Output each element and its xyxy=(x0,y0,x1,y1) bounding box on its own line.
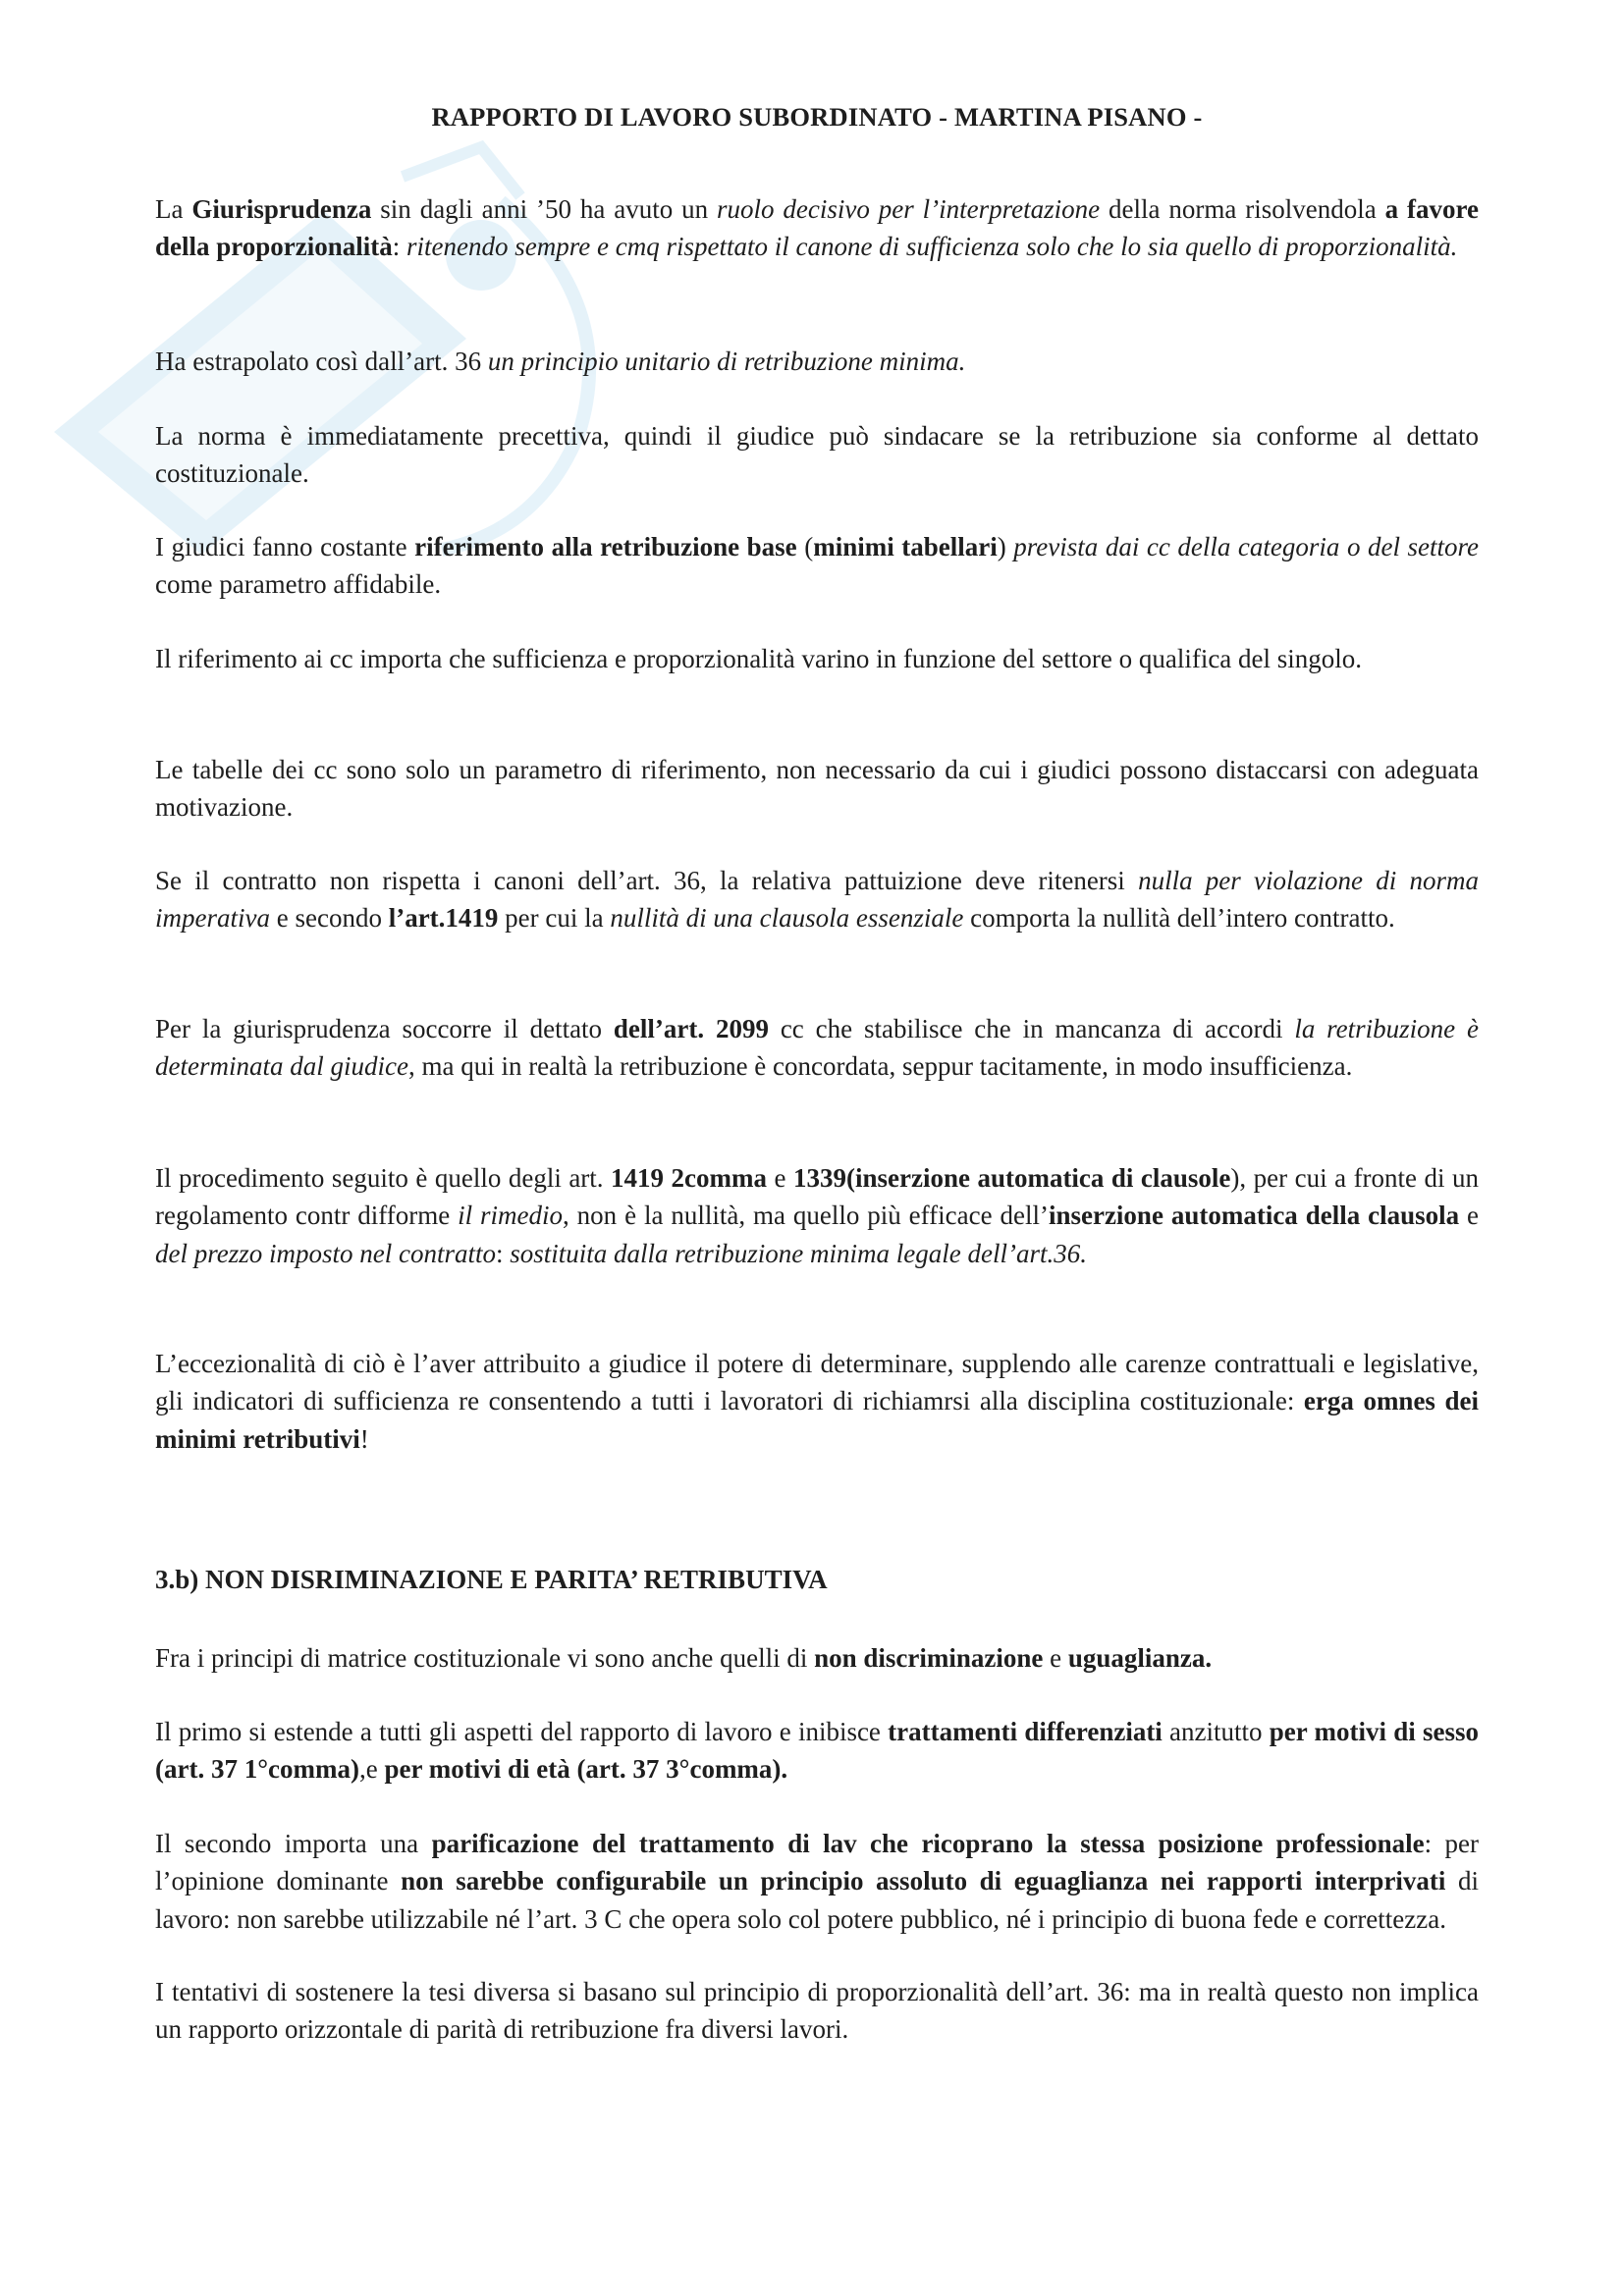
italic-text: ruolo decisivo per l’interpretazione xyxy=(717,194,1101,224)
paragraph-5 xyxy=(155,640,1479,677)
bold-text: minimi tabellari xyxy=(813,532,998,561)
text-run: e xyxy=(1043,1643,1068,1673)
italic-text: il rimedio xyxy=(458,1201,564,1231)
document-title: RAPPORTO DI LAVORO SUBORDINATO - MARTINA PISANO - xyxy=(431,102,1203,132)
text-run: ) xyxy=(997,532,1014,561)
text-run: Ha estrapolato così dall’art. 36 xyxy=(155,347,488,376)
text-run: Fra i principi di matrice costituzionale vi sono anche quelli di xyxy=(155,1643,815,1673)
italic-text: del prezzo imposto nel contratto xyxy=(155,1238,496,1268)
text-run: Il secondo importa una xyxy=(155,1829,432,1858)
bold-text: dell’art. 2099 xyxy=(613,1014,769,1043)
text-run: della norma risolvendola xyxy=(1100,194,1385,224)
document-page xyxy=(155,0,1479,2296)
bold-text: a favore della proporzionalità xyxy=(155,194,1479,262)
bold-text: non discriminazione xyxy=(814,1643,1044,1673)
paragraph-3 xyxy=(155,417,1479,493)
paragraph-4 xyxy=(155,528,1479,604)
text-run: Se il contratto non rispetta i canoni dell’art. 36, la relativa pattuizione deve ritenersi xyxy=(155,866,1139,895)
text-run: , ma qui in realtà la retribuzione è concordata, seppur tacitamente, in modo insufficienza. xyxy=(407,1051,1353,1082)
italic-text: un principio unitario di retribuzione minima. xyxy=(487,347,966,376)
paragraph-11 xyxy=(155,1639,1479,1677)
text-run: ,e xyxy=(358,1754,385,1785)
text-run: anzitutto xyxy=(1162,1717,1270,1746)
text-run: : xyxy=(392,232,407,262)
bold-text: trattamenti differenziati xyxy=(888,1717,1163,1746)
text-run: L’eccezionalità di ciò è l’aver attribuito a giudice il potere di determinare, supplendo alle carenze contrattuali e legislative, gli indicatori di sufficienza re consentendo a tutti i lavoratori di richiamrsi alla disciplina costituzionale: xyxy=(155,1349,1479,1416)
text-run: di lavoro: non sarebbe utilizzabile né l’art. 3 C che opera solo col potere pubblico, né i principio di buona fede e correttezza. xyxy=(155,1866,1480,1934)
italic-text: nulla per violazione di norma imperativa xyxy=(155,866,1480,934)
text-run: ( xyxy=(796,532,814,561)
italic-text: la retribuzione è determinata dal giudice xyxy=(155,1014,1479,1082)
italic-text: sostituita dalla retribuzione minima legale dell’art.36. xyxy=(510,1238,1087,1268)
bold-text: uguaglianza. xyxy=(1067,1643,1213,1673)
text-run: Il primo si estende a tutti gli aspetti del rapporto di lavoro e inibisce xyxy=(155,1717,889,1746)
text-run: : xyxy=(495,1238,511,1268)
text-run: come parametro affidabile. xyxy=(155,569,442,600)
paragraph-12 xyxy=(155,1713,1479,1789)
text-run: e xyxy=(1459,1201,1480,1231)
bold-text: non sarebbe configurabile un principio assoluto di eguaglianza nei rapporti interprivati xyxy=(401,1866,1446,1896)
text-run: : per l’opinione dominante xyxy=(155,1829,1479,1896)
bold-text: inserzione automatica della clausola xyxy=(1048,1201,1460,1231)
bold-text: 1419 2comma xyxy=(611,1163,768,1193)
bold-text: l’art.1419 xyxy=(388,903,499,934)
text-run: La xyxy=(155,194,192,224)
paragraph-13 xyxy=(155,1825,1479,1938)
text-run: cc che stabilisce che in mancanza di accordi xyxy=(768,1014,1295,1043)
paragraph-2 xyxy=(155,343,1479,380)
section-heading: 3.b) NON DISRIMINAZIONE E PARITA’ RETRIBUTIVA xyxy=(155,1565,828,1594)
text-run: sin dagli anni ’50 ha avuto un xyxy=(371,194,717,224)
text-run: e xyxy=(767,1163,793,1193)
text-run: La norma è immediatamente precettiva, quindi il giudice può sindacare se la retribuzione sia conforme al dettato costituzionale. xyxy=(155,421,1479,489)
text-run: per cui la xyxy=(498,903,611,934)
text-run: e secondo xyxy=(269,903,389,934)
bold-text: Giurisprudenza xyxy=(191,194,372,224)
italic-text: prevista dai cc della categoria o del settore xyxy=(1013,532,1480,561)
text-run: Il procedimento seguito è quello degli art. xyxy=(155,1163,612,1193)
text-run: ), per cui a fronte di un regolamento contr difforme xyxy=(155,1163,1480,1231)
paragraph-14 xyxy=(155,1973,1479,2049)
text-run: Le tabelle dei cc sono solo un parametro di riferimento, non necessario da cui i giudici possono distaccarsi con adeguata motivazione. xyxy=(155,755,1479,823)
paragraph-9 xyxy=(155,1159,1479,1272)
text-run: comporta la nullità dell’intero contratto. xyxy=(963,903,1395,934)
paragraph-6 xyxy=(155,751,1479,827)
text-run: I tentativi di sostenere la tesi diversa si basano sul principio di proporzionalità dell’art. 36: ma in realtà questo non implica un rapporto orizzontale di parità di retribuzione fra diversi lavori. xyxy=(155,1977,1479,2045)
text-run: ! xyxy=(359,1423,369,1454)
text-run: , non è la nullità, ma quello più efficace dell’ xyxy=(563,1201,1049,1231)
paragraph-8 xyxy=(155,1010,1479,1086)
bold-text: 1339(inserzione automatica di clausole xyxy=(792,1163,1231,1193)
bold-text: erga omnes dei minimi retributivi xyxy=(155,1386,1479,1454)
bold-text: per motivi di età (art. 37 3°comma). xyxy=(384,1754,788,1785)
bold-text: riferimento alla retribuzione base xyxy=(414,532,797,561)
text-run: I giudici fanno costante xyxy=(155,532,415,561)
paragraph-7 xyxy=(155,862,1479,937)
bold-text: parificazione del trattamento di lav che ricoprano la stessa posizione professionale xyxy=(431,1829,1425,1858)
paragraph-10 xyxy=(155,1345,1479,1458)
bold-text: per motivi di sesso (art. 37 1°comma) xyxy=(155,1717,1479,1785)
text-run: Il riferimento ai cc importa che sufficienza e proporzionalità varino in funzione del settore o qualifica del singolo. xyxy=(155,644,1363,673)
italic-text: ritenendo sempre e cmq rispettato il canone di sufficienza solo che lo sia quello di proporzionalità. xyxy=(406,232,1458,262)
text-run: Per la giurisprudenza soccorre il dettato xyxy=(155,1014,614,1043)
paragraph-1 xyxy=(155,190,1479,266)
italic-text: nullità di una clausola essenziale xyxy=(610,903,964,934)
